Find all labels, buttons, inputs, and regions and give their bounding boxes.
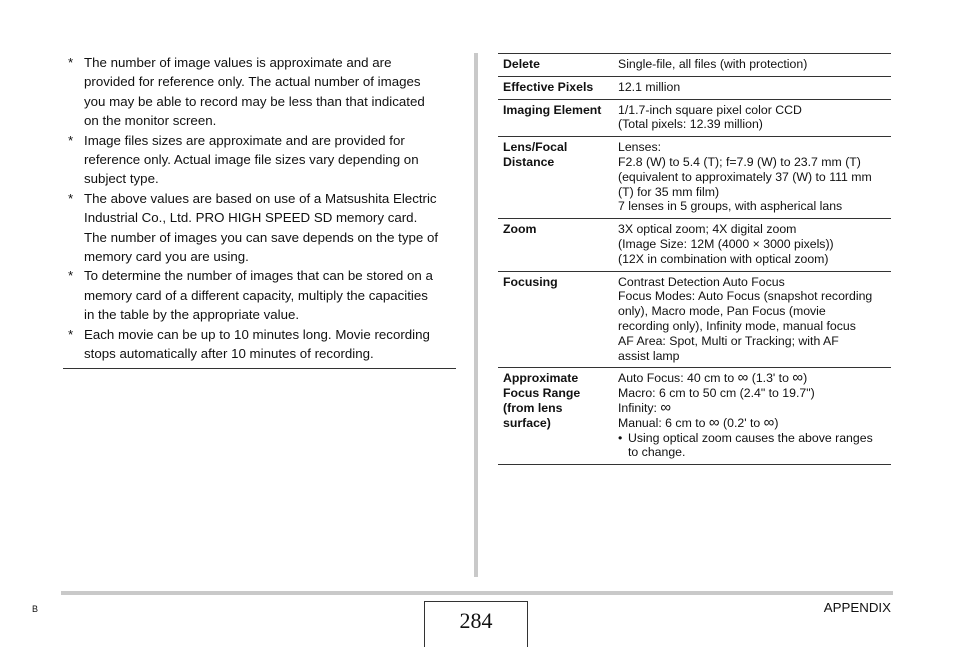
note-asterisk: * xyxy=(68,326,74,342)
spec-value xyxy=(613,368,891,465)
section-title: APPENDIX xyxy=(823,600,891,615)
spec-label: Zoom xyxy=(498,219,613,271)
note-line: you may be able to record may be less than that indicated xyxy=(84,93,425,109)
note-line: To determine the number of images that can be stored on a xyxy=(84,268,433,284)
range-auto-pre: Auto Focus: 40 cm to xyxy=(618,371,738,386)
range-note-line: Using optical zoom causes the above ranges xyxy=(628,430,873,445)
notes-bottom-rule xyxy=(63,368,456,369)
spec-value-line: Lenses: xyxy=(618,140,662,155)
spec-label-line: Lens/Focal xyxy=(503,140,568,155)
note-line: Each movie can be up to 10 minutes long. Movie recording xyxy=(84,326,430,342)
spec-value xyxy=(613,271,891,368)
note-line: The number of image values is approximate and are xyxy=(84,55,392,70)
range-manual-pre: Manual: 6 cm to xyxy=(618,415,709,430)
note-item xyxy=(63,53,455,131)
note-line: provided for reference only. The actual number of images xyxy=(84,74,421,90)
note-asterisk: * xyxy=(68,132,74,148)
spec-label: Delete xyxy=(498,54,613,77)
spec-value-line: AF Area: Spot, Multi or Tracking; with AF xyxy=(618,333,839,348)
note-item xyxy=(63,131,455,189)
spec-value-line: only), Macro mode, Pan Focus (movie xyxy=(618,304,826,319)
range-note-line: to change. xyxy=(628,445,686,460)
spec-value xyxy=(613,219,891,271)
note-asterisk: * xyxy=(68,268,74,284)
spec-label-line: Focus Range xyxy=(503,386,581,401)
spec-row-imaging-element xyxy=(498,99,891,137)
spec-label-line: Approximate xyxy=(503,371,579,386)
page-number: 284 xyxy=(424,601,528,647)
note-item xyxy=(63,325,455,364)
spec-row-lens xyxy=(498,137,891,219)
range-auto-mid: (1.3' to xyxy=(748,371,793,386)
spec-value-line xyxy=(618,413,887,431)
note-line: memory card of a different capacity, multiply the capacities xyxy=(84,287,428,303)
note-line: The number of images you can save depends on the type of xyxy=(84,229,439,245)
range-infinity-label: Infinity: xyxy=(618,400,661,415)
spec-value-line: Focus Modes: Auto Focus (snapshot recording xyxy=(618,289,873,304)
infinity-icon: ∞ xyxy=(660,398,672,416)
spec-label: Effective Pixels xyxy=(498,76,613,99)
spec-row-zoom xyxy=(498,219,891,271)
spec-value-line: Contrast Detection Auto Focus xyxy=(618,274,785,289)
spec-row-delete xyxy=(498,54,891,77)
spec-value-line xyxy=(618,371,887,386)
infinity-icon: ∞ xyxy=(763,413,775,431)
column-divider xyxy=(474,53,478,577)
bullet-icon: • xyxy=(618,430,623,445)
note-asterisk: * xyxy=(68,190,74,206)
notes-list xyxy=(63,53,455,364)
spec-value xyxy=(613,54,891,77)
infinity-icon: ∞ xyxy=(792,369,804,387)
spec-label: Imaging Element xyxy=(498,99,613,137)
note-line: subject type. xyxy=(84,171,159,187)
range-manual-post: ) xyxy=(774,415,779,430)
note-line: on the monitor screen. xyxy=(84,113,217,129)
note-asterisk: * xyxy=(68,55,74,70)
spec-table xyxy=(498,53,891,465)
spec-value-line: 12.1 million xyxy=(618,79,681,94)
spec-value-line: (Image Size: 12M (4000 × 3000 pixels)) xyxy=(618,236,834,251)
spec-value xyxy=(613,76,891,99)
note-line: reference only. Actual image file sizes vary depending on xyxy=(84,152,419,168)
note-line: in the table by the appropriate value. xyxy=(84,307,300,323)
spec-row-effective-pixels xyxy=(498,76,891,99)
range-auto-post: ) xyxy=(803,371,808,386)
range-note xyxy=(618,431,887,461)
spec-label-line: surface) xyxy=(503,415,551,430)
note-line: Industrial Co., Ltd. PRO HIGH SPEED SD memory card. xyxy=(84,210,418,226)
spec-value-line: 1/1.7-inch square pixel color CCD xyxy=(618,102,802,117)
spec-value xyxy=(613,137,891,219)
spec-label-line: Distance xyxy=(503,154,555,169)
infinity-icon: ∞ xyxy=(737,369,749,387)
spec-value xyxy=(613,99,891,137)
spec-value-line: recording only), Infinity mode, manual focus xyxy=(618,318,856,333)
spec-row-focus-range xyxy=(498,368,891,465)
note-line: stops automatically after 10 minutes of recording. xyxy=(84,346,374,362)
note-line: The above values are based on use of a Matsushita Electric xyxy=(84,190,437,206)
infinity-icon: ∞ xyxy=(708,413,720,431)
footer-rule xyxy=(61,591,893,595)
note-line: memory card you are using. xyxy=(84,249,249,265)
spec-value-line: (12X in combination with optical zoom) xyxy=(618,251,829,266)
spec-value-line: (T) for 35 mm film) xyxy=(618,184,720,199)
spec-value-line: (equivalent to approximately 37 (W) to 111 mm xyxy=(618,169,872,184)
note-item xyxy=(63,189,455,267)
spec-value-line: assist lamp xyxy=(618,348,680,363)
spec-label-line: (from lens xyxy=(503,400,563,415)
spec-value-line: Macro: 6 cm to 50 cm (2.4" to 19.7") xyxy=(618,386,815,401)
spec-label: Focusing xyxy=(498,271,613,368)
spec-label xyxy=(498,137,613,219)
spec-label xyxy=(498,368,613,465)
spec-value-line xyxy=(618,398,887,416)
note-line: Image files sizes are approximate and are provided for xyxy=(84,132,405,148)
edge-marker: B xyxy=(32,604,39,614)
spec-value-line: 3X optical zoom; 4X digital zoom xyxy=(618,222,797,237)
range-manual-mid: (0.2' to xyxy=(719,415,764,430)
spec-value-line: (Total pixels: 12.39 million) xyxy=(618,117,763,132)
note-item xyxy=(63,266,455,324)
spec-value-line: 7 lenses in 5 groups, with aspherical lans xyxy=(618,199,843,214)
spec-value-line: F2.8 (W) to 5.4 (T); f=7.9 (W) to 23.7 mm (T) xyxy=(618,154,861,169)
spec-value-line: Single-file, all files (with protection) xyxy=(618,57,808,71)
spec-row-focusing xyxy=(498,271,891,368)
